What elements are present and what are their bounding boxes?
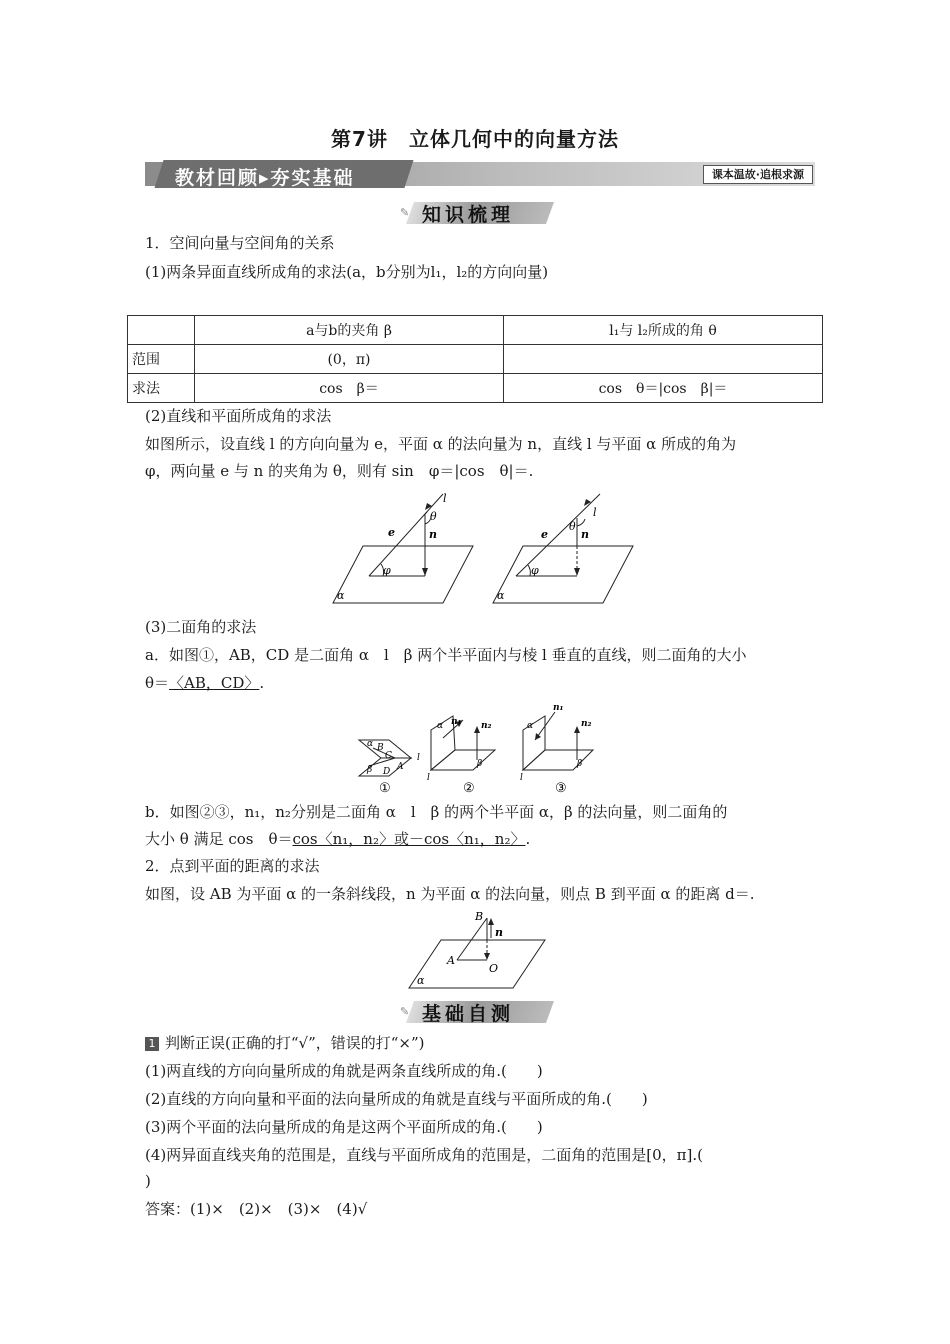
list-item: ) — [145, 1172, 151, 1190]
heading-label: 知识梳理 — [422, 204, 515, 226]
label-n1-2: n₁ — [451, 717, 462, 727]
label-l-2: l — [593, 506, 597, 519]
label-alpha: α — [417, 974, 425, 987]
table-cell: cos θ＝|cos β|＝ — [504, 374, 823, 403]
answer-blank: 〈AB，CD〉 — [169, 674, 260, 692]
label-n1-3: n₁ — [553, 703, 564, 713]
table-cell: (0，π) — [195, 345, 504, 374]
label-e-2: e — [541, 528, 548, 541]
question-heading — [145, 1033, 425, 1053]
label-O: O — [489, 962, 499, 975]
question-number-badge: 1 — [145, 1037, 159, 1051]
paragraph: a．如图①，AB，CD 是二面角 α l β 两个半平面内与棱 l 垂直的直线，则二面角的大小 — [145, 646, 747, 664]
pen-icon: ✎ — [400, 1005, 410, 1018]
label-theta-2: θ — [569, 520, 576, 533]
text-segment: . — [525, 830, 531, 848]
caption-2: ② — [463, 781, 475, 795]
text-segment: θ＝ — [145, 674, 170, 692]
section-banner — [145, 162, 815, 189]
section-heading-knowledge — [400, 200, 550, 226]
label-n: n — [495, 926, 503, 939]
paragraph: b．如图②③，n₁，n₂分别是二面角 α l β 的两个半平面 α，β 的法向量，则二面角的 — [145, 803, 728, 821]
label-alpha-2: α — [497, 589, 505, 602]
text-segment: 大小 θ 满足 cos θ＝ — [145, 830, 293, 848]
distance-figure — [405, 910, 550, 992]
table-cell: 范围 — [128, 345, 195, 374]
pen-icon: ✎ — [400, 206, 410, 219]
plane-alpha-1 — [333, 546, 473, 603]
label-n2-2: n₂ — [481, 721, 492, 731]
table-cell: 求法 — [128, 374, 195, 403]
label-B: B — [377, 743, 384, 753]
answer-blank: cos〈n₁，n₂〉或－cos〈n₁，n₂〉 — [292, 830, 526, 848]
label-beta-3: β — [577, 759, 583, 769]
label-l-3: l — [520, 773, 523, 783]
paragraph: 1．空间向量与空间角的关系 — [145, 234, 335, 252]
label-l-1: l — [417, 753, 420, 763]
list-item: (4)两异面直线夹角的范围是，直线与平面所成角的范围是，二面角的范围是[0，π].( — [145, 1146, 703, 1164]
angle-table — [127, 315, 823, 403]
paragraph: 2．点到平面的距离的求法 — [145, 857, 320, 875]
label-l-2: l — [427, 773, 430, 783]
half-plane-beta-2 — [431, 750, 495, 770]
table-cell — [504, 345, 823, 374]
table-cell: a与b的夹角 β — [195, 316, 504, 345]
table-cell: l₁与 l₂所成的角 θ — [504, 316, 823, 345]
label-n-1: n — [429, 528, 437, 541]
list-item: (1)两直线的方向向量所成的角就是两条直线所成的角.( ) — [145, 1062, 543, 1080]
label-beta-1: β — [367, 765, 373, 775]
paragraph: (3)二面角的求法 — [145, 618, 257, 636]
answer-line: 答案：(1)× (2)× (3)× (4)√ — [145, 1200, 368, 1218]
line-plane-figure — [325, 488, 645, 606]
paragraph — [145, 673, 264, 693]
list-item: (3)两个平面的法向量所成的角是这两个平面所成的角.( ) — [145, 1118, 543, 1136]
banner-label: 教材回顾▸夯实基础 — [175, 167, 355, 189]
label-A: A — [397, 762, 404, 772]
question-text: 判断正误(正确的打“√”，错误的打“×”) — [165, 1034, 425, 1052]
caption-3: ③ — [555, 781, 567, 795]
label-A: A — [447, 954, 455, 967]
label-phi-2: φ — [531, 564, 539, 577]
paragraph: 如图，设 AB 为平面 α 的一条斜线段，n 为平面 α 的法向量，则点 B 到平面 α 的距离 d＝. — [145, 885, 755, 903]
label-alpha-1: α — [337, 589, 345, 602]
paragraph: 如图所示，设直线 l 的方向向量为 e，平面 α 的法向量为 n，直线 l 与平面 α 所成的角为 — [145, 435, 737, 453]
label-phi-1: φ — [383, 564, 391, 577]
label-alpha-3: α — [527, 721, 534, 731]
text-segment: . — [259, 674, 265, 692]
plane-alpha — [409, 940, 545, 988]
paragraph: (1)两条异面直线所成角的求法(a，b分别为l₁，l₂的方向向量) — [145, 263, 549, 281]
label-B: B — [475, 910, 484, 923]
dihedral-figure — [355, 700, 610, 795]
page-title: 第7讲 立体几何中的向量方法 — [331, 127, 619, 151]
heading-label: 基础自测 — [422, 1003, 515, 1025]
list-item: (2)直线的方向向量和平面的法向量所成的角就是直线与平面所成的角.( ) — [145, 1090, 648, 1108]
label-n2-3: n₂ — [581, 719, 592, 729]
table-cell — [128, 316, 195, 345]
paragraph: φ，两向量 e 与 n 的夹角为 θ，则有 sin φ＝|cos θ|＝. — [145, 462, 534, 480]
label-theta-1: θ — [430, 510, 437, 523]
label-n-2: n — [581, 528, 589, 541]
label-alpha-2: α — [437, 721, 444, 731]
label-e-1: e — [388, 526, 395, 539]
label-beta-2: β — [477, 759, 483, 769]
table-cell: cos β＝ — [195, 374, 504, 403]
label-alpha-1: α — [367, 739, 374, 749]
label-D: D — [383, 767, 391, 777]
label-l-1: l — [443, 492, 447, 505]
label-C: C — [385, 751, 392, 761]
caption-1: ① — [379, 781, 391, 795]
plane-alpha-2 — [493, 546, 633, 603]
paragraph: (2)直线和平面所成角的求法 — [145, 407, 332, 425]
table-row — [128, 316, 823, 345]
section-heading-selftest — [400, 999, 550, 1025]
table-row — [128, 374, 823, 403]
paragraph — [145, 829, 530, 849]
banner-tag: 课本温故·追根求源 — [703, 165, 813, 184]
table-row — [128, 345, 823, 374]
